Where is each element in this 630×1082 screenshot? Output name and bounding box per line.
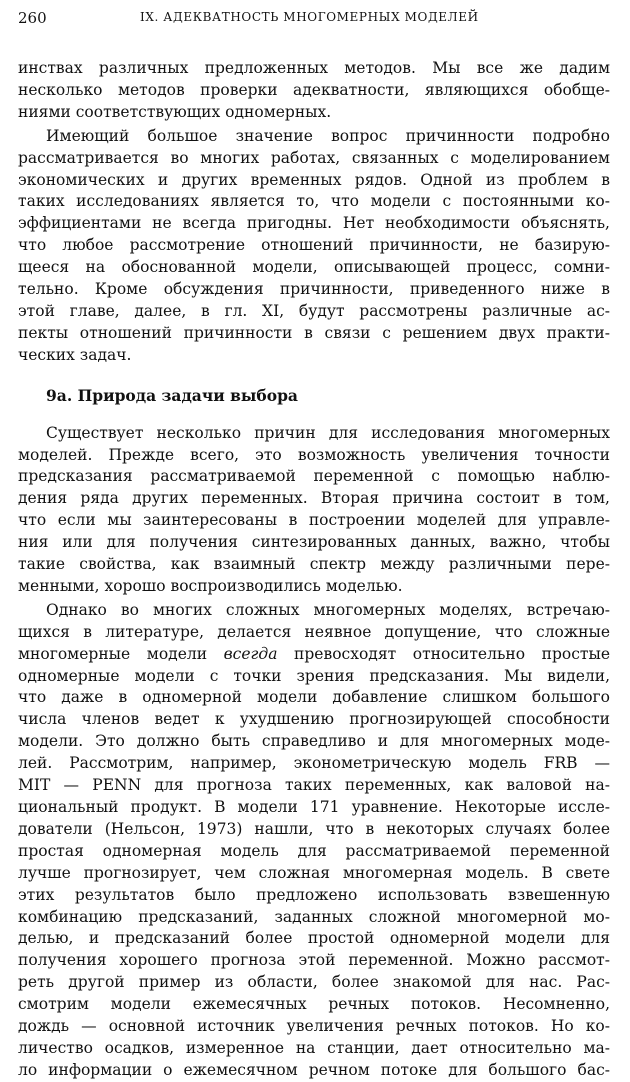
text-line: что даже в одномерной модели добавление слишком большого bbox=[18, 688, 610, 707]
text-line: числа членов ведет к ухудшению прогнозирующей способности bbox=[18, 710, 610, 729]
text-line: несколько методов проверки адекватности, являющихся обобще- bbox=[18, 80, 610, 99]
text-line: ниями соответствующих одномерных. bbox=[18, 102, 332, 121]
text-line: этих результатов было предложено использовать взвешенную bbox=[18, 885, 610, 904]
text-line: дения ряда других переменных. Вторая причина состоит в том, bbox=[18, 489, 610, 508]
text-line: циональный продукт. В модели 171 уравнение. Некоторые иссле- bbox=[18, 798, 610, 816]
text-line: рассматривается во многих работах, связанных с моделированием bbox=[18, 148, 610, 167]
text-line: эффициентами не всегда пригодны. Нет необходимости объяснять, bbox=[18, 214, 610, 233]
text-line: предсказания рассматриваемой переменной с помощью наблю- bbox=[18, 467, 610, 486]
emphasized-word: всегда bbox=[223, 644, 278, 663]
text-line: получения хорошего прогноза этой переменной. Можно рассмот- bbox=[18, 951, 610, 970]
paragraph-complex-models bbox=[18, 600, 610, 1082]
text-line: делью, и предсказаний более простой одномерной модели для bbox=[18, 929, 610, 948]
text-line: Существует несколько причин для исследования многомерных bbox=[46, 423, 610, 442]
text-line bbox=[18, 644, 610, 666]
text-line: ло информации о ежемесячном речном потоке для большого бас- bbox=[18, 1060, 610, 1079]
text-line: ческих задач. bbox=[18, 345, 132, 364]
text-line: менными, хорошо воспроизводились моделью. bbox=[18, 576, 403, 595]
text-line: что если мы заинтересованы в построении моделей для управле- bbox=[18, 511, 610, 530]
text-line: лучше прогнозирует, чем сложная многомерная модель. В свете bbox=[18, 863, 610, 882]
text-line: тельно. Кроме обсуждения причинности, приведенного ниже в bbox=[18, 280, 610, 299]
text-line: смотрим модели ежемесячных речных потоков. Несомненно, bbox=[18, 995, 610, 1014]
text-line: дождь — основной источник увеличения речных потоков. Но ко- bbox=[18, 1017, 610, 1036]
text-line: щихся в литературе, делается неявное допущение, что сложные bbox=[18, 622, 610, 641]
text-line: лей. Рассмотрим, например, эконометрическую модель FRB — bbox=[18, 754, 610, 773]
text-line: простая одномерная модель для рассматриваемой переменной bbox=[18, 841, 610, 860]
text-line: пекты отношений причинности в связи с решением двух практи- bbox=[18, 323, 610, 342]
text-line: комбинацию предсказаний, заданных сложной многомерной мо- bbox=[18, 907, 610, 926]
text-segment: превосходят относительно простые bbox=[277, 644, 610, 663]
text-line: дователи (Нельсон, 1973) нашли, что в некоторых случаях более bbox=[18, 819, 610, 838]
text-line: MIT — PENN для прогноза таких переменных, как валовой на- bbox=[18, 776, 610, 795]
text-line: такие свойства, как взаимный спектр между различными пере- bbox=[18, 555, 610, 574]
paragraph-reasons bbox=[18, 423, 610, 598]
text-segment: многомерные модели bbox=[18, 644, 224, 663]
text-line: личество осадков, измеренное на станции, дает относительно ма- bbox=[18, 1038, 610, 1057]
text-line: модели. Это должно быть справедливо и для многомерных моде- bbox=[18, 732, 610, 751]
text-line: одномерные модели с точки зрения предсказания. Мы видели, bbox=[18, 666, 610, 685]
section-heading: 9а. Природа задачи выбора bbox=[46, 385, 298, 405]
text-line: щееся на обоснованной модели, описывающей процесс, сомни- bbox=[18, 258, 610, 277]
text-line: этой главе, далее, в гл. XI, будут рассмотрены различные ас- bbox=[18, 301, 610, 320]
text-line: ния или для получения синтезированных данных, важно, чтобы bbox=[18, 533, 610, 552]
text-line: Однако во многих сложных многомерных моделях, встречаю- bbox=[46, 600, 610, 619]
paragraph-continuation bbox=[18, 58, 610, 124]
text-line: реть другой пример из области, более знакомой для нас. Рас- bbox=[18, 973, 610, 992]
text-line: инствах различных предложенных методов. Мы все же дадим bbox=[18, 59, 610, 77]
body-text bbox=[18, 58, 610, 1082]
text-line: что любое рассмотрение отношений причинности, не базирую- bbox=[18, 236, 610, 255]
text-line: моделей. Прежде всего, это возможность увеличения точности bbox=[18, 445, 610, 464]
running-title: IX. АДЕКВАТНОСТЬ МНОГОМЕРНЫХ МОДЕЛЕЙ bbox=[140, 10, 479, 24]
text-line: таких исследованиях является то, что модели с постоянными ко- bbox=[18, 192, 610, 211]
page-header bbox=[18, 9, 612, 35]
text-line: экономических и других временных рядов. Одной из проблем в bbox=[18, 170, 610, 189]
paragraph-causality bbox=[18, 126, 610, 367]
text-line: Имеющий большое значение вопрос причинности подробно bbox=[46, 126, 610, 145]
page-number: 260 bbox=[18, 9, 47, 27]
